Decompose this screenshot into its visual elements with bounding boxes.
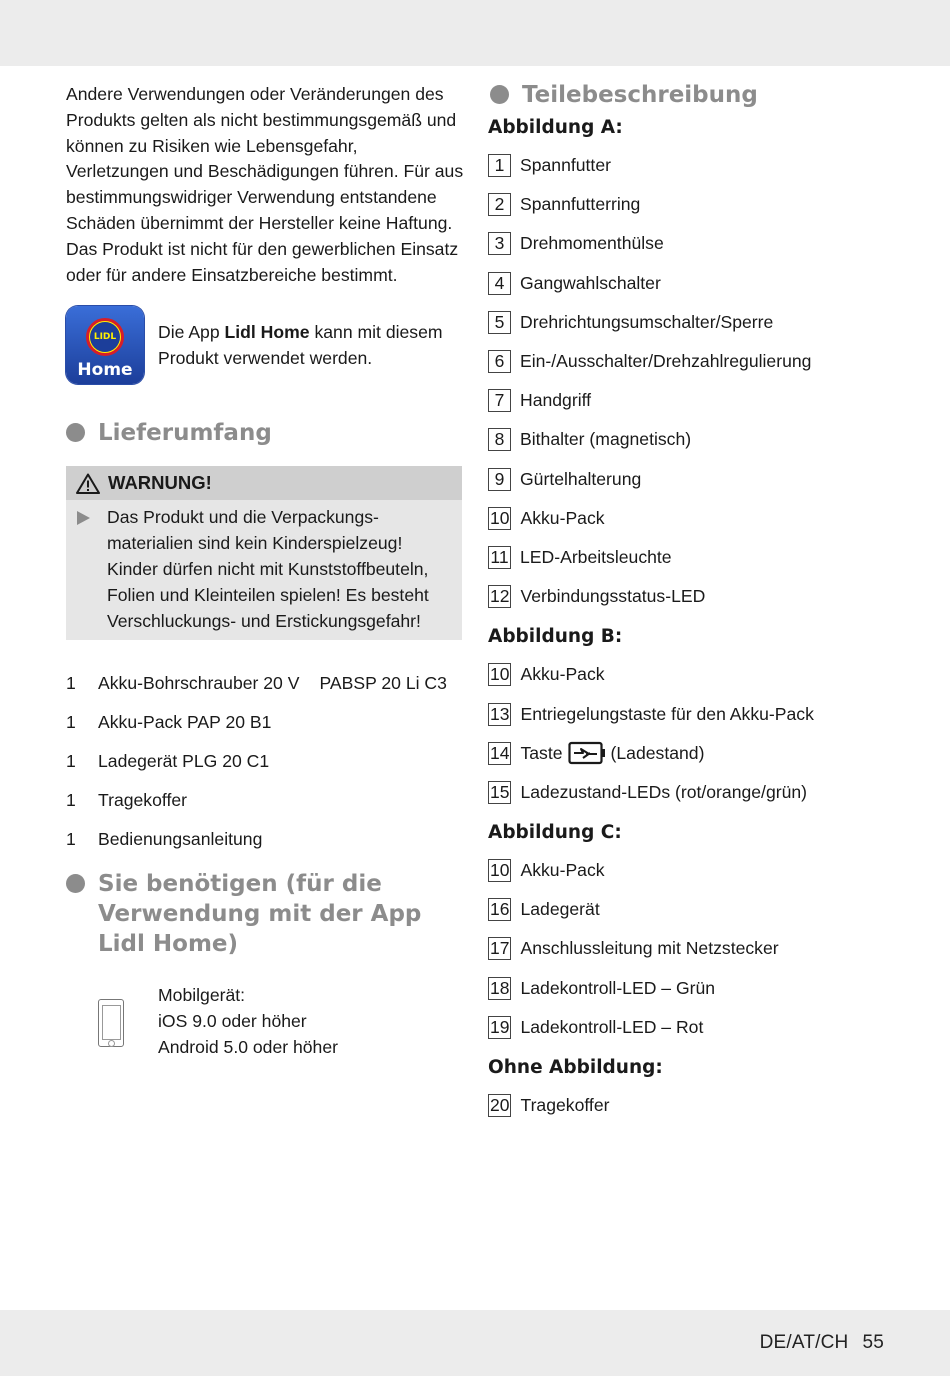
list-item xyxy=(488,342,908,381)
item-quantity: 1 xyxy=(66,712,76,733)
list-item xyxy=(66,672,464,711)
app-description xyxy=(158,320,468,372)
part-number: 1 xyxy=(488,154,511,177)
list-item xyxy=(488,577,908,616)
arrow-right-icon xyxy=(76,510,91,526)
parts-list-a xyxy=(488,146,908,616)
list-item xyxy=(66,750,464,789)
list-item xyxy=(488,773,908,812)
part-name: Verbindungsstatus-LED xyxy=(520,586,706,607)
part-number: 7 xyxy=(488,389,511,412)
item-quantity: 1 xyxy=(66,751,76,772)
parts-list-c xyxy=(488,851,908,1047)
right-column xyxy=(488,80,908,1125)
part-number: 12 xyxy=(490,586,510,607)
list-item xyxy=(488,655,908,694)
item-text: Tragekoffer xyxy=(98,790,187,811)
section-title: Teilebeschreibung xyxy=(522,82,758,108)
section-heading-scope xyxy=(66,418,464,448)
part-name: Ladekontroll-LED – Rot xyxy=(520,1016,704,1037)
device-line: Android 5.0 oder höher xyxy=(158,1036,338,1057)
item-quantity: 1 xyxy=(66,829,76,850)
left-column xyxy=(66,82,464,1073)
section-title-line: Lidl Home) xyxy=(98,931,239,958)
part-name: Spannfutterring xyxy=(520,194,641,215)
section-heading-parts xyxy=(490,80,908,110)
part-name: Bithalter (magnetisch) xyxy=(520,429,692,450)
list-item xyxy=(488,381,908,420)
list-item xyxy=(488,929,908,968)
list-item xyxy=(66,789,464,828)
part-name: Ladegerät xyxy=(520,899,600,920)
item-quantity: 1 xyxy=(66,673,76,694)
list-item xyxy=(488,1086,908,1125)
section-title: Lieferumfang xyxy=(98,420,272,447)
item-quantity: 1 xyxy=(66,790,76,811)
section-heading-requirements xyxy=(66,869,464,959)
part-name: Akku-Pack xyxy=(520,860,605,881)
section-title-line: Sie benötigen (für die xyxy=(98,871,382,898)
part-number: 14 xyxy=(490,742,510,763)
app-text-post: kann mit diesem Produkt verwendet werden. xyxy=(158,322,443,369)
warning-header xyxy=(66,466,462,500)
item-text: Bedienungsanleitung xyxy=(98,829,263,850)
part-name: Ladezustand-LEDs (rot/orange/grün) xyxy=(520,781,808,802)
parts-list-b xyxy=(488,655,908,812)
part-name: Spannfutter xyxy=(520,155,611,176)
part-name: Entriegelungstaste für den Akku-Pack xyxy=(520,703,814,724)
part-name: Ladekontroll-LED – Grün xyxy=(520,977,716,998)
part-name: Akku-Pack xyxy=(520,507,605,528)
part-name: Akku-Pack xyxy=(520,664,605,685)
list-item xyxy=(488,146,908,185)
part-number: 10 xyxy=(490,860,510,881)
list-item xyxy=(488,734,908,773)
part-number: 13 xyxy=(490,703,510,724)
app-name: Lidl Home xyxy=(224,322,310,343)
device-text xyxy=(158,983,338,1060)
list-item xyxy=(488,538,908,577)
item-model: PABSP 20 Li C3 xyxy=(319,673,447,694)
part-number: 20 xyxy=(490,1095,510,1116)
app-text-pre: Die App xyxy=(158,322,225,343)
list-item xyxy=(488,303,908,342)
app-info xyxy=(66,306,464,386)
part-name: Ein-/Ausschalter/Drehzahlregulierung xyxy=(520,351,812,372)
figure-heading: Ohne Abbildung: xyxy=(488,1056,663,1078)
list-item xyxy=(488,851,908,890)
page-footer xyxy=(760,1332,884,1354)
part-number: 9 xyxy=(488,468,511,491)
list-item xyxy=(488,694,908,733)
part-name: Gürtelhalterung xyxy=(520,468,642,489)
device-line: Mobilgerät: xyxy=(158,985,246,1006)
part-number: 8 xyxy=(488,428,511,451)
part-name-suffix: (Ladestand) xyxy=(610,742,705,763)
warning-triangle-icon xyxy=(76,473,100,494)
intro-paragraph: Andere Verwendungen oder Veränderungen des Produkts gelten als nicht bestimmungsgemäß und können zu Risiken wie Lebensgefahr, Verletzungen und Beschädigungen führen. Für aus bestimmungswidriger Verwendung entstandene Schäden übernimmt der Hersteller keine Haftung. Das Produkt ist nicht für den gewerblichen Einsatz oder für andere Einsatzbereiche bestimmt. xyxy=(66,84,464,285)
list-item xyxy=(488,185,908,224)
part-name: Drehmomenthülse xyxy=(520,233,664,254)
part-name: Handgriff xyxy=(520,390,592,411)
app-icon-label: Home xyxy=(77,360,133,381)
list-item xyxy=(488,890,908,929)
lidl-home-app-icon xyxy=(66,306,144,384)
list-item xyxy=(488,224,908,263)
part-number: 3 xyxy=(488,232,511,255)
list-item xyxy=(488,420,908,459)
list-item xyxy=(488,1008,908,1047)
figure-heading: Abbildung B: xyxy=(488,626,623,648)
list-item xyxy=(488,499,908,538)
warning-body xyxy=(66,500,462,640)
part-number: 10 xyxy=(490,664,510,685)
bullet-dot-icon xyxy=(490,85,509,104)
part-name: LED-Arbeitsleuchte xyxy=(520,546,672,567)
header-band xyxy=(0,0,950,66)
list-item xyxy=(488,969,908,1008)
list-item xyxy=(488,460,908,499)
part-number: 5 xyxy=(488,311,511,334)
part-number: 10 xyxy=(490,507,510,528)
part-name: Taste xyxy=(520,742,563,763)
part-name: Anschlussleitung mit Netzstecker xyxy=(520,938,779,959)
figure-heading: Abbildung A: xyxy=(488,117,623,138)
part-number: 18 xyxy=(490,977,510,998)
figure-heading: Abbildung C: xyxy=(488,822,622,843)
device-line: iOS 9.0 oder höher xyxy=(158,1011,307,1032)
smartphone-icon xyxy=(98,999,124,1047)
item-text: Akku-Pack PAP 20 B1 xyxy=(98,712,272,733)
list-item xyxy=(488,264,908,303)
item-text: Ladegerät PLG 20 C1 xyxy=(98,751,270,772)
part-number: 16 xyxy=(490,899,510,920)
part-number: 17 xyxy=(490,938,510,959)
lidl-logo: LIDL xyxy=(86,318,124,356)
section-title xyxy=(98,869,421,959)
part-number: 4 xyxy=(488,272,511,295)
bullet-dot-icon xyxy=(66,423,85,442)
warning-box xyxy=(66,466,462,640)
list-item xyxy=(66,711,464,750)
battery-charge-icon xyxy=(568,740,606,766)
part-number: 15 xyxy=(490,781,510,802)
part-number: 6 xyxy=(488,350,511,373)
part-name: Gangwahlschalter xyxy=(520,272,661,293)
item-text: Akku-Bohrschrauber 20 V xyxy=(98,673,300,694)
part-name: Tragekoffer xyxy=(520,1095,610,1116)
warning-title: WARNUNG! xyxy=(108,472,212,494)
part-number: 11 xyxy=(488,546,511,569)
warning-text: Das Produkt und die Verpackungs-materialien sind kein Kinderspielzeug! Kinder dürfen nicht mit Kunststoffbeuteln, Folien und Kleinteilen spielen! Es besteht Verschluckungs- und Erstickungsgefahr! xyxy=(107,507,429,631)
footer-region: DE/AT/CH xyxy=(759,1332,849,1353)
part-name: Drehrichtungsumschalter/Sperre xyxy=(520,311,774,332)
part-number: 2 xyxy=(488,193,511,216)
page-number: 55 xyxy=(862,1332,884,1353)
parts-list-none xyxy=(488,1086,908,1125)
list-item xyxy=(66,828,464,867)
device-requirements xyxy=(66,983,464,1073)
bullet-dot-icon xyxy=(66,874,85,893)
section-title-line: Verwendung mit der App xyxy=(98,901,422,928)
part-number: 19 xyxy=(490,1016,510,1037)
scope-list xyxy=(66,672,464,867)
